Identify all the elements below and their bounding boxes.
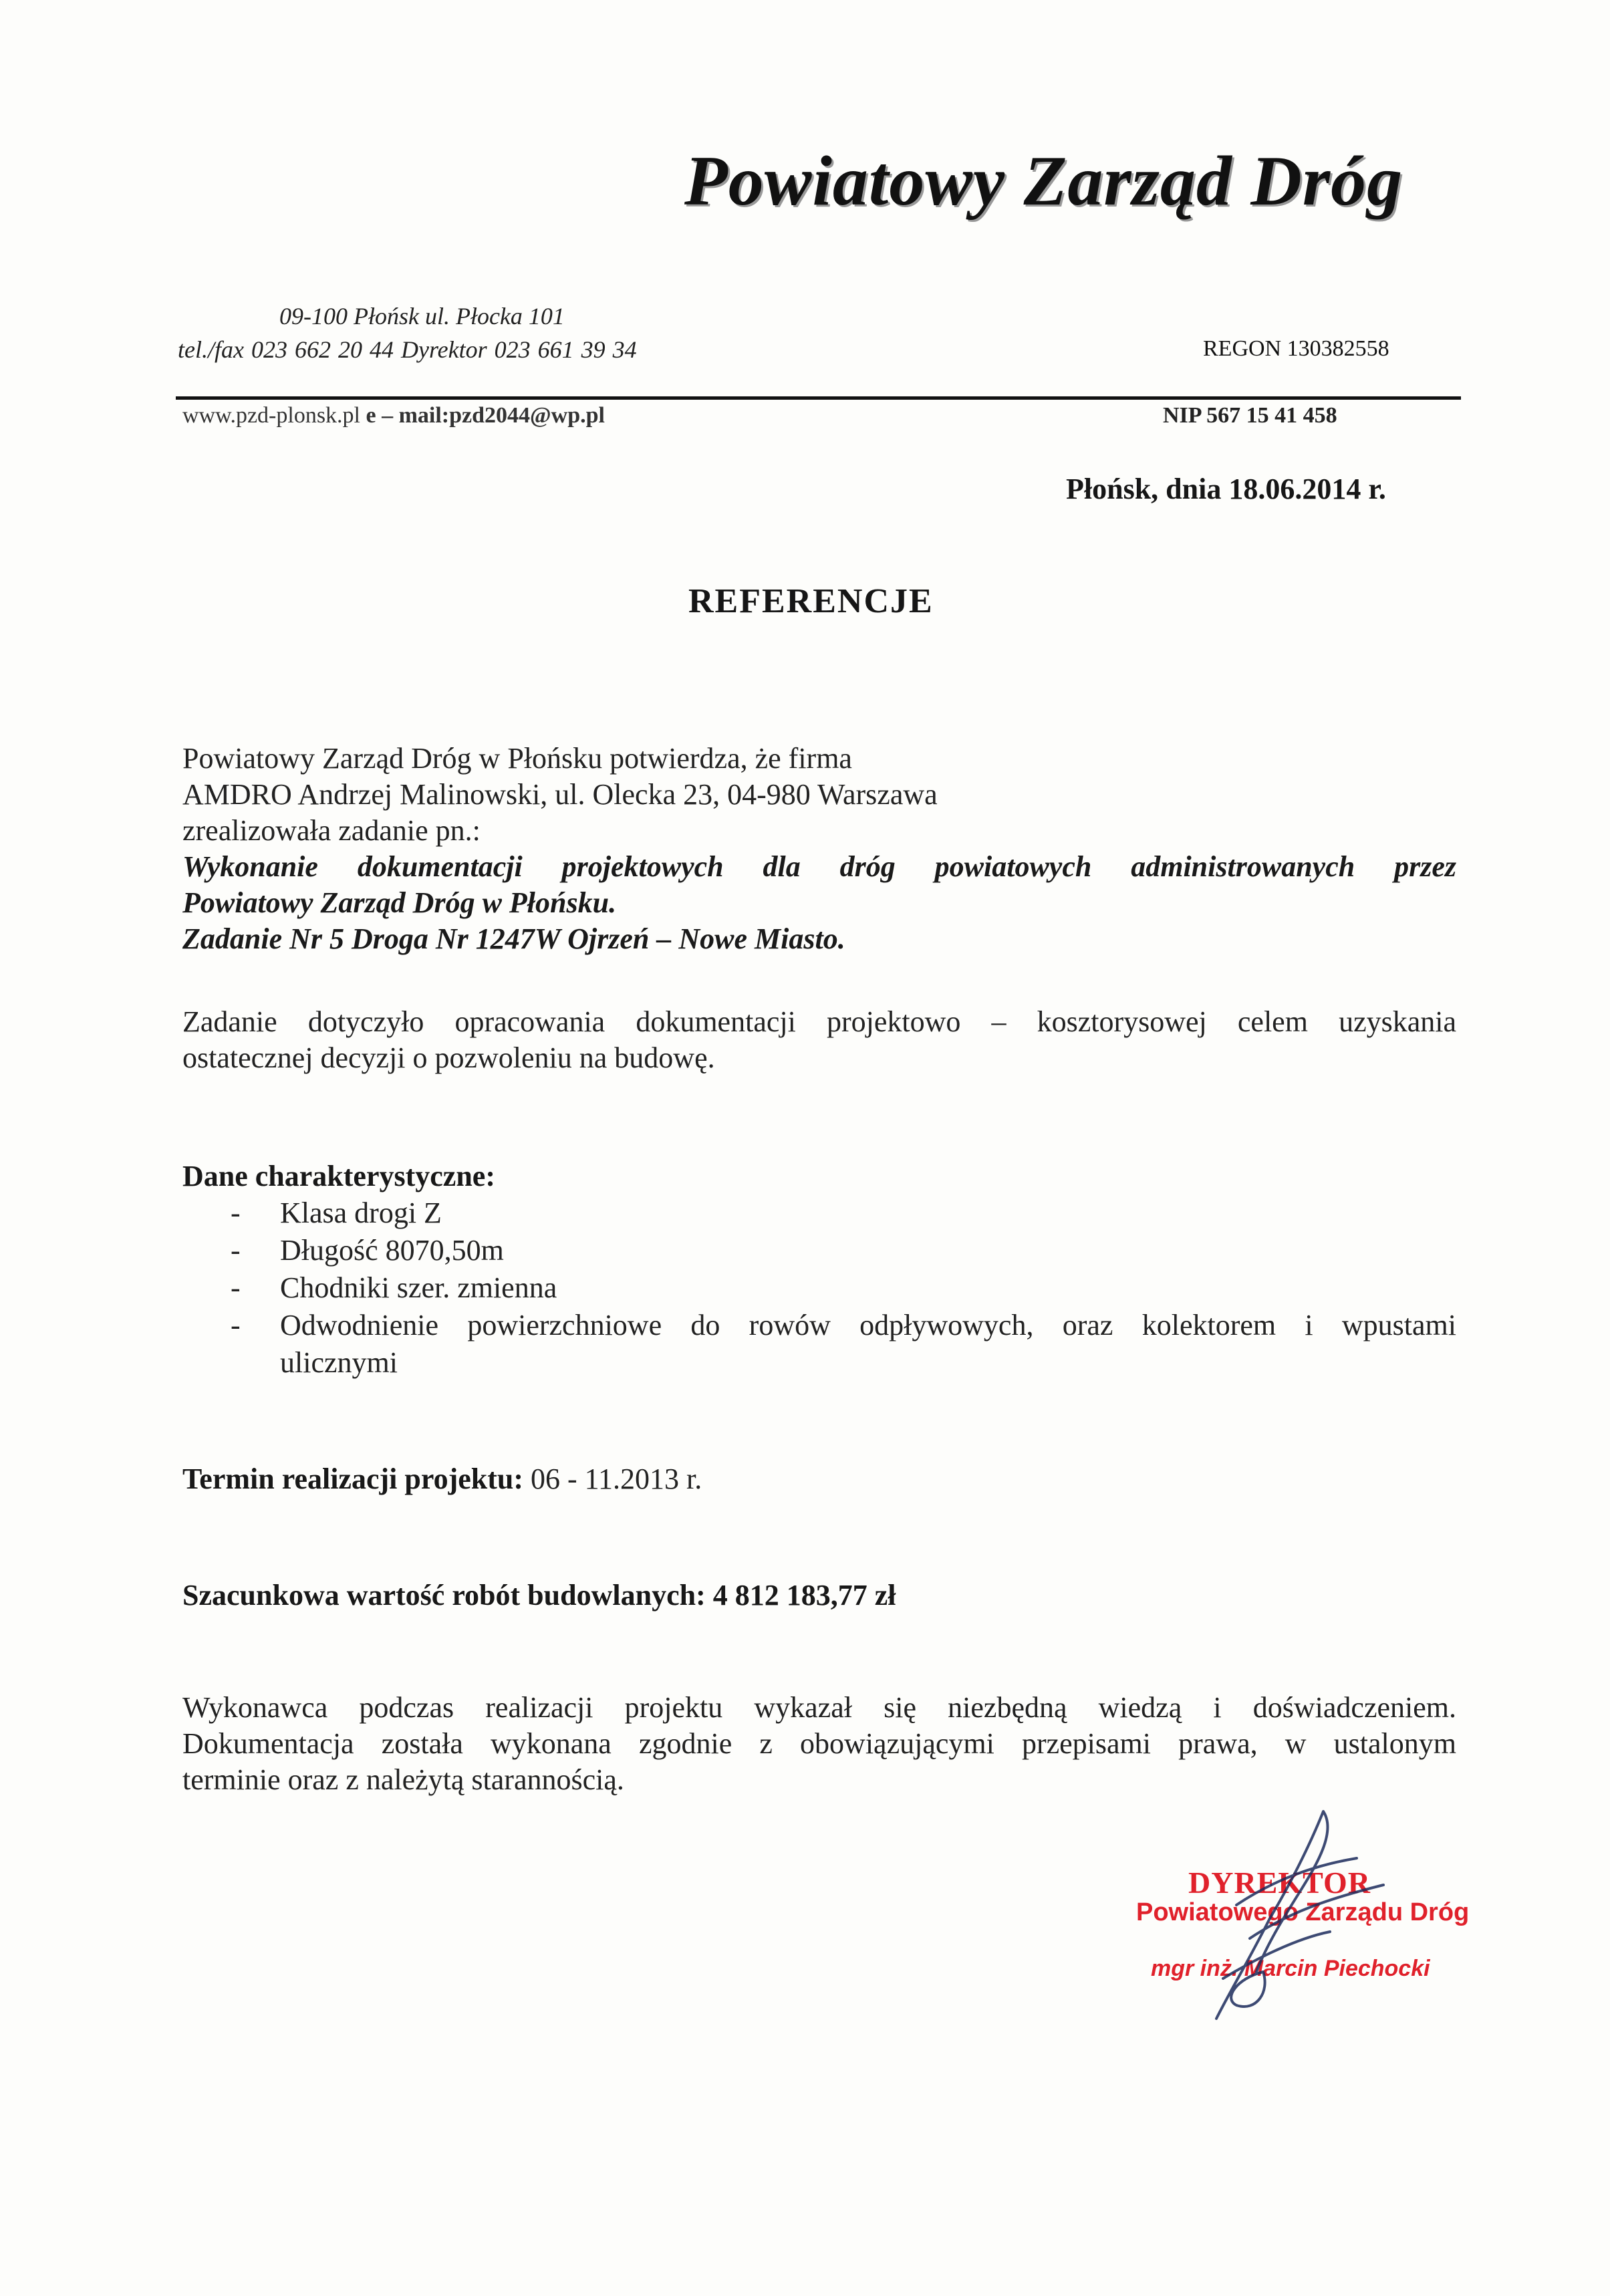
list-item-text: Odwodnienie powierzchniowe do rowów odpływowych, oraz kolektorem i wpustami: [280, 1309, 1456, 1342]
intro-paragraph: [182, 741, 1456, 957]
closing-line: Dokumentacja została wykonana zgodnie z obowiązującymi przepisami prawa, w ustalonym: [182, 1727, 1456, 1760]
intro-line: Powiatowy Zarząd Dróg w Płońsku potwierdza, że firma: [182, 742, 852, 775]
intro-line: zrealizowała zadanie pn.:: [182, 814, 481, 847]
closing-paragraph: [182, 1690, 1456, 1798]
stamp-organization: Powiatowego Zarządu Dróg: [1136, 1898, 1470, 1926]
closing-line: Wykonawca podczas realizacji projektu wykazał się niezbędną wiedzą i doświadczeniem.: [182, 1691, 1456, 1724]
intro-line: AMDRO Andrzej Malinowski, ul. Olecka 23, 04-980 Warszawa: [182, 778, 938, 811]
list-bullet: -: [231, 1309, 241, 1342]
term-line: [182, 1461, 1456, 1497]
document-title: REFERENCJE: [688, 582, 934, 620]
term-value: 06 - 11.2013 r.: [523, 1462, 702, 1495]
list-item-text-block: [280, 1307, 1456, 1382]
list-item: [182, 1194, 1456, 1232]
estimated-value-line: Szacunkowa wartość robót budowlanych: 4 812 183,77 zł: [182, 1579, 896, 1612]
scope-line: Zadanie dotyczyło opracowania dokumentacji projektowo – kosztorysowej celem uzyskania: [182, 1005, 1456, 1038]
task-name-line: Zadanie Nr 5 Droga Nr 1247W Ojrzeń – Nowe Miasto.: [182, 922, 845, 955]
list-bullet: -: [231, 1234, 241, 1267]
header-phones: tel./fax 023 662 20 44 Dyrektor 023 661 39 34: [178, 336, 637, 363]
stamp-name: mgr inż. Marcin Piechocki: [1151, 1956, 1430, 1981]
list-item-text: Chodniki szer. zmienna: [280, 1271, 557, 1304]
signature-icon: [1156, 1805, 1410, 2025]
list-bullet: -: [231, 1271, 241, 1304]
list-item-text: Długość 8070,50m: [280, 1234, 504, 1267]
website-link[interactable]: www.pzd-plonsk.pl: [182, 403, 360, 428]
organization-title: Powiatowy Zarząd Dróg: [684, 142, 1403, 220]
header-contact-line: [182, 403, 605, 428]
task-name-line: Powiatowy Zarząd Dróg w Płońsku.: [182, 886, 617, 919]
header-divider: [176, 396, 1461, 400]
list-item-text-continued: ulicznymi: [280, 1346, 398, 1379]
header-address: 09-100 Płońsk ul. Płocka 101: [279, 303, 565, 330]
header-regon: REGON 130382558: [1203, 336, 1389, 361]
term-label: Termin realizacji projektu:: [182, 1462, 523, 1495]
list-item: [182, 1232, 1456, 1269]
list-item: [182, 1307, 1456, 1382]
header-nip: NIP 567 15 41 458: [1163, 403, 1337, 428]
characteristics-heading: Dane charakterystyczne:: [182, 1160, 495, 1192]
scope-paragraph: [182, 1004, 1456, 1076]
task-name-line: Wykonanie dokumentacji projektowych dla dróg powiatowych administrowanych przez: [182, 850, 1456, 883]
scope-line: ostatecznej decyzji o pozwoleniu na budowę.: [182, 1041, 715, 1074]
stamp-title: DYREKTOR: [1188, 1866, 1371, 1900]
list-item: [182, 1269, 1456, 1307]
characteristics-list: [182, 1194, 1456, 1382]
closing-line: terminie oraz z należytą starannością.: [182, 1763, 624, 1796]
email-link[interactable]: e – mail:pzd2044@wp.pl: [366, 403, 605, 428]
list-item-text: Klasa drogi Z: [280, 1196, 442, 1229]
document-date: Płońsk, dnia 18.06.2014 r.: [1066, 473, 1386, 505]
list-bullet: -: [231, 1196, 241, 1229]
